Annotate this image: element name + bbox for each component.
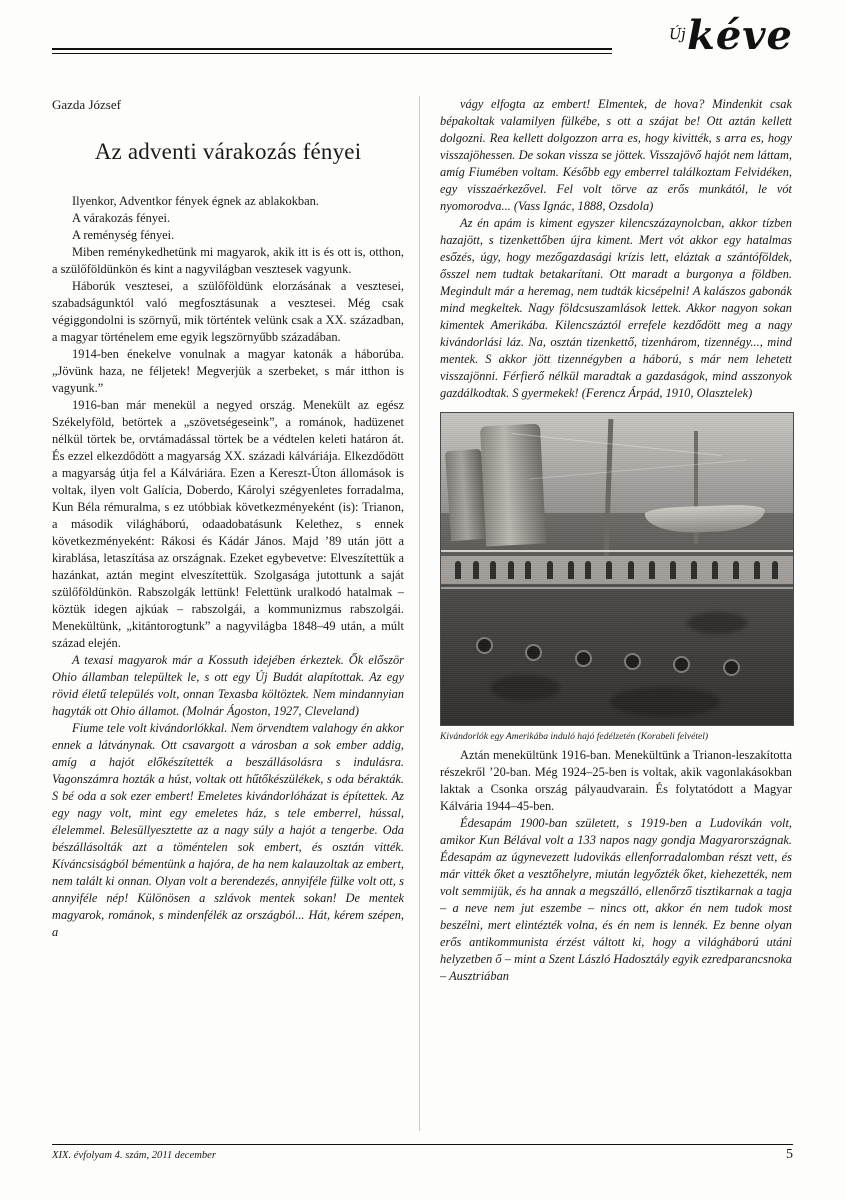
- paragraph: A várakozás fényei.: [72, 211, 171, 226]
- paragraph: 1916-ban már menekül a negyed ország. Menekült az egész Székelyföld, betörtek a „szövetségeseink”, a románok, hadüzenet nélkül törtek be, orvtámadással törtek be a védtelen keleti határon át. És ezzel elkezdődött a magyarság XX. századi kálváriája. Elkezdődött a magyarság útja fel a Kálváriára. Ezen a Kereszt-Úton állomások is voltak, ilyen volt Galícia, Doberdo, Károlyi szégyenletes forradalma, Kun Béla rémuralma, s ez utóbbiak következményeként (is): Trianon, a második világháború, odaadobatásunk Kelethez, s ennek következményeként: Rákosi és Kádár János. Majd ’89 után jött a kirablása, letaszítása az országnak. Ezeket egybevetve: Elveszítettük a hazánkat, aztán megint elveszítettük. Szolgasága jutottunk a saját szülőföldünkön. Rabszolgák lettünk! Felettünk uralkodó hatalmak – köztük idegen ajkúak – rabszolgái, a kommunizmus rabszolgái. Menekültünk, „kitántorogtunk” a nagyvilágba 1848–49 után, a múlt század elején.: [52, 398, 404, 650]
- paragraph: Miben reménykedhetünk mi magyarok, akik itt is és ott is, otthon, a szülőföldünkön és kint a nagyvilágban vesztesek vagyunk.: [52, 245, 404, 277]
- paragraph-quote: Az én apám is kiment egyszer kilencszázaynolcban, akkor tízben hazajött, s tizenkettőben újra kiment. Mert vót akkor egy hatalmas esőzés, úgy, hogy mezőgazdasági krízis lett, eláztak a szántóföldek, ősszel nem tudtak betakarítani. Ott maradt a burgonya a földben. Megindult már a heremag, nem tudták kicsépelni! A kalászos gabonák mind megkeltek. Nagy földcsuszamlások lettek. Akkor nagyon sokan kimentek Amerikába. Kilencszáztól errefele kezdődött meg a nagy kivándorlási láz. Na, osztán tizenkettő, tizenhárom, tizennégy..., mind mentek. S akkor jött tizennégyben a háború, s már nem lehetett visszajönni. Férfierő nélkül maradtak a gazdaságok, mind asszonyok gazdálkodtak. S gyermekek! (Ferencz Árpád, 1910, Olasztelek): [440, 215, 792, 400]
- photo-railing: [441, 550, 793, 552]
- footer-issue-info: XIX. évfolyam 4. szám, 2011 december: [52, 1150, 216, 1161]
- logo-title: kéve: [687, 12, 793, 59]
- paragraph: Ilyenkor, Adventkor fények égnek az ablakokban.: [72, 194, 319, 209]
- page-number: 5: [786, 1147, 793, 1162]
- photo-crowd: [441, 559, 793, 587]
- column-divider: [419, 96, 420, 1131]
- logo-prefix: Új: [668, 24, 686, 44]
- right-column: [440, 96, 792, 984]
- figure-caption: Kivándorlók egy Amerikába induló hajó fedélzetén (Korabeli felvétel): [440, 730, 709, 742]
- figure: [440, 412, 792, 743]
- paragraph: A reménység fényei.: [72, 228, 175, 243]
- paragraph: Háborúk vesztesei, a szülőföldünk elorzásának a vesztesei, szabadságunktól való megfosztásunak a vesztesei. Még csak végiggondolni is szörnyű, mik történtek velünk csak a XX. században, a magyar történelem eme egyik legszörnyűbb századában.: [52, 279, 404, 345]
- footer-rule: [52, 1144, 793, 1145]
- photo-funnel-secondary: [445, 449, 487, 541]
- photo-funnel: [480, 424, 546, 547]
- paragraph-quote: Édesapám 1900-ban született, s 1919-ben a Ludovikán volt, amikor Kun Bélával volt a 133 napos nagy gondja Magyarországnak. Édesapám az úgynevezett ludovikás ellenforradalomban részt vett, és már vitték őket a vesztőhelyre, miután legyőzték őket, kiehezették, nem volt semmijük, és ha annak a megszálló, ellenőrző tisztikarnak a tagja – a neve nem jut eszembe – nincs ott, akkor én nem tudok most beszélni, mert elintézték volna, és én nem is lennék. Ez benne olyan erős antikommunista érzést váltott ki, hogy a világháború utáni helyzetben ő – mint a Szent László Hadosztály egyik ezredparancsnoka – Ausztriában: [440, 815, 792, 983]
- paragraph: 1914-ben énekelve vonulnak a magyar katonák a háborúba. „Jövünk haza, ne féljetek! Megverjük a szerbeket, s már itthon is vagyunk.”: [52, 347, 404, 396]
- paragraph-quote: A texasi magyarok már a Kossuth idejében érkeztek. Ők először Ohio államban települtek le, s ott egy Új Budát alapítottak. Az egy rövid életű település volt, onnan Texasba költöztek. Nem mindannyian hagyták ott Ohio államot. (Molnár Ágoston, 1927, Cleveland): [52, 652, 404, 718]
- paragraph-quote: vágy elfogta az embert! Elmentek, de hova? Mindenkit csak bépakoltak valamilyen fülkébe, s ott a szájat be! Ott aztán kellett dolgozni. Rea kellett dolgozzon arra es, hogy kivitték, s arra es, hogy visszajöhessen. De sokan vissza se jöttek. Visszajövő hajót nem láttam, amíg Fiumében voltam. Később egy emberrel találkoztam Felvidéken, egy visszaérkezővel. Fel volt törve az erős munkától, le vót nyomorodva... (Vass Ignác, 1888, Ozsdola): [440, 97, 792, 213]
- masthead-rule-thick: [52, 48, 612, 50]
- masthead: [52, 12, 793, 64]
- author-byline: Gazda József: [52, 97, 121, 112]
- left-column: [52, 96, 404, 941]
- masthead-rule-thin: [52, 53, 612, 54]
- paragraph: Aztán menekültünk 1916-ban. Menekültünk a Trianon-leszakította részekről ’20-ban. Még 1924–25-ben is voltak, akik vagonlakásokban laktak a Csonka ország pályaudvarain. És folytatódott a Magyar Kálvária 1944–45-ben.: [440, 747, 792, 813]
- paragraph-quote: Fiume tele volt kivándorlókkal. Nem örvendtem valahogy én akkor ennek a látványnak. Ott csavargott a városban a sok ember addig, amíg a hajót előkészítették a beszállásolásra s indulásra. Vagonszámra hozták a húst, voltak ott hűtőkészülékek, s oda bérakták. S bé oda a sok ezer embert! Emeletes kivándorlóházat is építettek. Az egy nagy volt, mint egy emeletes ház, s tele emberrel, hússal, élelemmel. Belesüllyesztette az a nagy súly a hajót a tengerbe. Oda bészállásolták azt a töméntelen sok embert, és osztán vitték. Kíváncsiságból bémentünk a hajóra, de ha nem kalauzoltak az embert, nem talált ki onnan. Olyan volt a berendezés, annyiféle fülke volt ott, s annyiféle nép! Különösen a szlávok mentek sokan! De mentek magyarok, románok, s mindenfélék az országból... Hát, kérem szépen, a: [52, 720, 404, 939]
- photo-railing-lower: [441, 587, 793, 589]
- article-title: Az adventi várakozás fényei: [94, 138, 362, 164]
- emigrants-ship-photo: [440, 412, 794, 726]
- journal-logo: [668, 12, 793, 59]
